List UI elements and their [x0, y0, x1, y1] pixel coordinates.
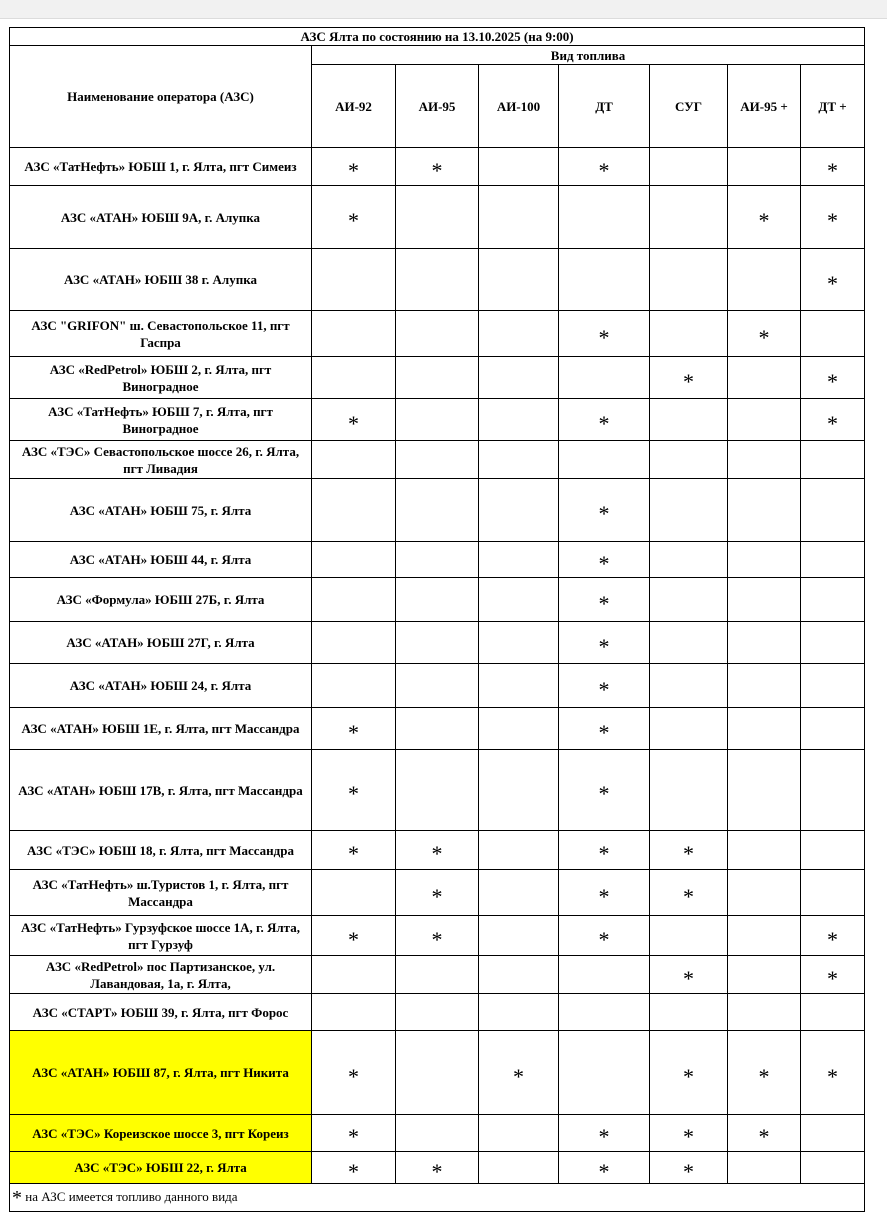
fuel-availability-cell	[728, 479, 801, 542]
fuel-column-header: ДТ +	[801, 65, 865, 148]
fuel-availability-cell	[801, 708, 865, 750]
table-row	[10, 186, 865, 249]
availability-mark: *	[348, 926, 359, 952]
station-name-cell: АЗС «ТатНефть» ЮБШ 7, г. Ялта, пгт Виноградное	[10, 399, 312, 441]
fuel-availability-cell	[479, 186, 559, 249]
fuel-availability-cell	[650, 664, 728, 708]
footnote-text: на АЗС имеется топливо данного вида	[22, 1189, 238, 1204]
fuel-availability-cell	[801, 542, 865, 578]
fuel-availability-cell	[728, 994, 801, 1031]
fuel-availability-cell	[559, 870, 650, 916]
fuel-availability-cell	[728, 249, 801, 311]
fuel-availability-cell	[559, 1115, 650, 1152]
availability-mark: *	[431, 157, 443, 183]
fuel-availability-cell	[312, 578, 396, 622]
fuel-availability-cell	[479, 578, 559, 622]
fuel-group-header: Вид топлива	[312, 46, 865, 65]
availability-mark: *	[348, 719, 359, 745]
fuel-availability-cell	[396, 357, 479, 399]
availability-mark: *	[598, 926, 610, 952]
fuel-availability-cell	[728, 1152, 801, 1184]
station-name-cell: АЗС «ТЭС» Кореизское шоссе 3, пгт Кореиз	[10, 1115, 312, 1152]
table-title: АЗС Ялта по состоянию на 13.10.2025 (на 9:00)	[10, 28, 865, 46]
availability-mark: *	[431, 1158, 443, 1184]
station-name-cell: АЗС «АТАН» ЮБШ 9А, г. Алупка	[10, 186, 312, 249]
station-name-cell: АЗС «ТЭС» ЮБШ 18, г. Ялта, пгт Массандра	[10, 831, 312, 870]
fuel-availability-cell	[396, 664, 479, 708]
fuel-availability-cell	[479, 664, 559, 708]
availability-mark: *	[827, 1063, 839, 1089]
fuel-availability-cell	[728, 578, 801, 622]
fuel-availability-cell	[559, 708, 650, 750]
fuel-availability-cell	[559, 542, 650, 578]
fuel-availability-cell	[396, 1152, 479, 1184]
fuel-availability-cell	[312, 708, 396, 750]
table-row	[10, 542, 865, 578]
availability-mark: *	[431, 926, 443, 952]
fuel-availability-cell	[559, 750, 650, 831]
availability-mark: *	[598, 676, 610, 702]
fuel-availability-cell	[559, 956, 650, 994]
fuel-availability-cell	[312, 311, 396, 357]
fuel-availability-cell	[650, 399, 728, 441]
availability-mark: *	[348, 208, 359, 233]
fuel-availability-cell	[728, 1115, 801, 1152]
fuel-availability-cell	[728, 399, 801, 441]
availability-mark: *	[598, 590, 610, 616]
footnote-mark: *	[12, 1187, 22, 1209]
fuel-availability-cell	[396, 399, 479, 441]
fuel-availability-cell	[559, 441, 650, 479]
fuel-availability-cell	[396, 870, 479, 916]
station-name-cell: АЗС «ТатНефть» Гурзуфское шоссе 1А, г. Ялта, пгт Гурзуф	[10, 916, 312, 956]
availability-mark: *	[513, 1063, 524, 1089]
availability-mark: *	[598, 501, 610, 526]
availability-mark: *	[348, 781, 359, 806]
station-name-cell: АЗС «ТЭС» ЮБШ 22, г. Ялта	[10, 1152, 312, 1184]
fuel-availability-cell	[801, 578, 865, 622]
station-name-cell: АЗС «АТАН» ЮБШ 38 г. Алупка	[10, 249, 312, 311]
fuel-availability-cell	[479, 916, 559, 956]
fuel-availability-cell	[650, 578, 728, 622]
station-name-cell: АЗС «СТАРТ» ЮБШ 39, г. Ялта, пгт Форос	[10, 994, 312, 1031]
fuel-availability-cell	[312, 956, 396, 994]
availability-mark: *	[758, 208, 770, 233]
fuel-availability-cell	[801, 399, 865, 441]
fuel-availability-cell	[559, 831, 650, 870]
fuel-column-header: АИ-95	[396, 65, 479, 148]
fuel-availability-cell	[728, 708, 801, 750]
station-name-cell: АЗС «АТАН» ЮБШ 24, г. Ялта	[10, 664, 312, 708]
availability-mark: *	[827, 157, 839, 183]
fuel-availability-cell	[650, 1031, 728, 1115]
availability-mark: *	[683, 1158, 694, 1184]
availability-mark: *	[683, 841, 694, 866]
fuel-availability-cell	[396, 708, 479, 750]
fuel-availability-cell	[479, 148, 559, 186]
availability-mark: *	[598, 1124, 610, 1149]
fuel-availability-cell	[479, 357, 559, 399]
station-name-cell: АЗС «АТАН» ЮБШ 27Г, г. Ялта	[10, 622, 312, 664]
fuel-availability-cell	[728, 831, 801, 870]
fuel-availability-table	[9, 27, 865, 1212]
fuel-availability-cell	[559, 148, 650, 186]
station-rows	[10, 148, 865, 1184]
fuel-availability-cell	[312, 479, 396, 542]
fuel-availability-cell	[650, 1152, 728, 1184]
fuel-availability-cell	[559, 311, 650, 357]
fuel-availability-cell	[801, 664, 865, 708]
fuel-availability-cell	[312, 916, 396, 956]
table-row	[10, 870, 865, 916]
availability-mark: *	[598, 633, 610, 659]
availability-mark: *	[683, 368, 694, 394]
station-name-cell: АЗС «АТАН» ЮБШ 1Е, г. Ялта, пгт Массандра	[10, 708, 312, 750]
fuel-availability-cell	[312, 1031, 396, 1115]
availability-mark: *	[598, 1158, 610, 1184]
fuel-availability-cell	[650, 357, 728, 399]
fuel-availability-cell	[559, 1152, 650, 1184]
fuel-availability-cell	[559, 249, 650, 311]
table-row	[10, 357, 865, 399]
fuel-column-header: АИ-92	[312, 65, 396, 148]
fuel-availability-cell	[728, 357, 801, 399]
fuel-column-header: АИ-100	[479, 65, 559, 148]
fuel-availability-cell	[728, 186, 801, 249]
fuel-availability-cell	[559, 357, 650, 399]
fuel-availability-cell	[312, 870, 396, 916]
fuel-availability-cell	[801, 311, 865, 357]
fuel-availability-cell	[801, 1115, 865, 1152]
table-row	[10, 831, 865, 870]
fuel-availability-cell	[312, 542, 396, 578]
footnote	[10, 1184, 865, 1212]
fuel-availability-cell	[650, 750, 728, 831]
fuel-availability-cell	[396, 479, 479, 542]
fuel-availability-cell	[801, 916, 865, 956]
fuel-availability-cell	[396, 956, 479, 994]
availability-mark: *	[827, 270, 839, 296]
availability-mark: *	[827, 965, 839, 991]
fuel-availability-cell	[801, 831, 865, 870]
fuel-availability-cell	[396, 441, 479, 479]
fuel-availability-cell	[559, 578, 650, 622]
availability-mark: *	[598, 550, 610, 576]
fuel-availability-cell	[396, 542, 479, 578]
fuel-availability-cell	[801, 357, 865, 399]
availability-mark: *	[683, 965, 694, 991]
fuel-availability-cell	[650, 994, 728, 1031]
station-name-cell: АЗС «АТАН» ЮБШ 87, г. Ялта, пгт Никита	[10, 1031, 312, 1115]
table-row	[10, 916, 865, 956]
fuel-availability-cell	[728, 148, 801, 186]
fuel-availability-cell	[479, 994, 559, 1031]
table-row	[10, 1031, 865, 1115]
fuel-availability-cell	[559, 399, 650, 441]
fuel-availability-cell	[801, 750, 865, 831]
table-row	[10, 148, 865, 186]
fuel-availability-cell	[479, 441, 559, 479]
fuel-availability-cell	[801, 1152, 865, 1184]
fuel-availability-cell	[479, 311, 559, 357]
fuel-availability-cell	[396, 186, 479, 249]
fuel-availability-cell	[312, 249, 396, 311]
table-row	[10, 956, 865, 994]
fuel-availability-cell	[559, 664, 650, 708]
fuel-availability-cell	[479, 831, 559, 870]
availability-mark: *	[683, 1063, 694, 1089]
fuel-availability-cell	[728, 664, 801, 708]
table-row	[10, 578, 865, 622]
fuel-availability-cell	[479, 1152, 559, 1184]
fuel-availability-cell	[479, 870, 559, 916]
fuel-availability-cell	[650, 916, 728, 956]
fuel-availability-cell	[650, 479, 728, 542]
fuel-availability-cell	[801, 870, 865, 916]
fuel-availability-cell	[396, 622, 479, 664]
availability-mark: *	[758, 1063, 770, 1089]
table-row	[10, 441, 865, 479]
availability-mark: *	[827, 368, 839, 394]
availability-mark: *	[683, 883, 694, 909]
fuel-availability-cell	[650, 542, 728, 578]
availability-mark: *	[348, 157, 359, 183]
availability-mark: *	[598, 781, 610, 806]
fuel-availability-cell	[396, 831, 479, 870]
fuel-availability-cell	[396, 750, 479, 831]
fuel-availability-cell	[312, 1115, 396, 1152]
availability-mark: *	[348, 1158, 359, 1184]
station-name-cell: АЗС «RedPetrol» ЮБШ 2, г. Ялта, пгт Виноградное	[10, 357, 312, 399]
fuel-availability-cell	[479, 708, 559, 750]
fuel-availability-cell	[801, 148, 865, 186]
fuel-availability-cell	[312, 441, 396, 479]
fuel-availability-cell	[801, 1031, 865, 1115]
fuel-availability-cell	[650, 622, 728, 664]
fuel-availability-cell	[479, 622, 559, 664]
fuel-availability-cell	[728, 956, 801, 994]
operator-column-header: Наименование оператора (АЗС)	[10, 46, 312, 148]
fuel-availability-cell	[312, 399, 396, 441]
station-name-cell: АЗС «ТЭС» Севастопольское шоссе 26, г. Ялта, пгт Ливадия	[10, 441, 312, 479]
station-name-cell: АЗС «АТАН» ЮБШ 17В, г. Ялта, пгт Массандра	[10, 750, 312, 831]
fuel-availability-cell	[479, 542, 559, 578]
fuel-availability-cell	[312, 186, 396, 249]
fuel-availability-cell	[479, 1115, 559, 1152]
fuel-availability-cell	[650, 831, 728, 870]
station-name-cell: АЗС «Формула» ЮБШ 27Б, г. Ялта	[10, 578, 312, 622]
fuel-availability-cell	[801, 994, 865, 1031]
fuel-availability-cell	[728, 916, 801, 956]
fuel-availability-cell	[479, 479, 559, 542]
availability-mark: *	[431, 883, 443, 909]
availability-mark: *	[598, 883, 610, 909]
fuel-availability-cell	[312, 831, 396, 870]
table-row	[10, 249, 865, 311]
station-name-cell: АЗС «ТатНефть» ЮБШ 1, г. Ялта, пгт Симеиз	[10, 148, 312, 186]
table-row	[10, 311, 865, 357]
fuel-availability-cell	[559, 479, 650, 542]
fuel-column-header: СУГ	[650, 65, 728, 148]
viewer-top-bar	[0, 0, 887, 19]
table-row	[10, 708, 865, 750]
fuel-availability-cell	[396, 578, 479, 622]
station-name-cell: АЗС «RedPetrol» пос Партизанское, ул. Лавандовая, 1а, г. Ялта,	[10, 956, 312, 994]
fuel-availability-cell	[559, 622, 650, 664]
fuel-availability-cell	[650, 708, 728, 750]
availability-mark: *	[598, 719, 610, 745]
fuel-availability-cell	[801, 441, 865, 479]
fuel-availability-cell	[801, 249, 865, 311]
fuel-availability-cell	[801, 622, 865, 664]
availability-mark: *	[758, 324, 770, 350]
station-name-cell: АЗС "GRIFON" ш. Севастопольское 11, пгт Гаспра	[10, 311, 312, 357]
fuel-availability-cell	[312, 994, 396, 1031]
table-row	[10, 622, 865, 664]
fuel-availability-cell	[396, 1115, 479, 1152]
station-name-cell: АЗС «АТАН» ЮБШ 75, г. Ялта	[10, 479, 312, 542]
availability-mark: *	[431, 841, 443, 866]
fuel-availability-cell	[479, 1031, 559, 1115]
availability-mark: *	[827, 208, 839, 233]
fuel-availability-cell	[396, 916, 479, 956]
fuel-availability-cell	[396, 994, 479, 1031]
table-row	[10, 479, 865, 542]
fuel-availability-cell	[559, 1031, 650, 1115]
availability-mark: *	[598, 157, 610, 183]
fuel-availability-cell	[801, 956, 865, 994]
fuel-availability-cell	[650, 870, 728, 916]
table-row	[10, 1115, 865, 1152]
fuel-availability-cell	[312, 622, 396, 664]
availability-mark: *	[348, 841, 359, 866]
fuel-availability-cell	[650, 311, 728, 357]
fuel-availability-cell	[312, 750, 396, 831]
availability-mark: *	[827, 926, 839, 952]
fuel-availability-cell	[312, 1152, 396, 1184]
availability-mark: *	[348, 410, 359, 436]
fuel-availability-cell	[559, 994, 650, 1031]
availability-mark: *	[598, 324, 610, 350]
fuel-availability-cell	[801, 479, 865, 542]
availability-mark: *	[758, 1124, 770, 1149]
fuel-availability-cell	[479, 956, 559, 994]
table-row	[10, 664, 865, 708]
fuel-availability-cell	[396, 249, 479, 311]
availability-mark: *	[827, 410, 839, 436]
table-row	[10, 399, 865, 441]
fuel-availability-cell	[801, 186, 865, 249]
fuel-availability-cell	[650, 441, 728, 479]
fuel-availability-cell	[396, 148, 479, 186]
fuel-availability-cell	[650, 186, 728, 249]
fuel-availability-cell	[728, 542, 801, 578]
fuel-availability-cell	[312, 664, 396, 708]
fuel-column-header: АИ-95 +	[728, 65, 801, 148]
fuel-availability-cell	[728, 870, 801, 916]
fuel-availability-cell	[650, 249, 728, 311]
fuel-availability-cell	[559, 186, 650, 249]
fuel-availability-cell	[728, 750, 801, 831]
fuel-availability-cell	[559, 916, 650, 956]
table-row	[10, 750, 865, 831]
table-row	[10, 994, 865, 1031]
availability-mark: *	[598, 841, 610, 866]
fuel-availability-cell	[728, 311, 801, 357]
fuel-availability-cell	[650, 956, 728, 994]
fuel-availability-cell	[479, 750, 559, 831]
fuel-availability-cell	[728, 622, 801, 664]
fuel-availability-cell	[650, 1115, 728, 1152]
table-row	[10, 1152, 865, 1184]
fuel-availability-cell	[396, 311, 479, 357]
fuel-availability-cell	[479, 399, 559, 441]
fuel-availability-cell	[312, 148, 396, 186]
fuel-availability-cell	[312, 357, 396, 399]
fuel-column-header: ДТ	[559, 65, 650, 148]
fuel-availability-cell	[479, 249, 559, 311]
availability-mark: *	[348, 1124, 359, 1149]
fuel-availability-cell	[728, 441, 801, 479]
fuel-availability-sheet	[9, 27, 864, 1212]
availability-mark: *	[598, 410, 610, 436]
availability-mark: *	[348, 1063, 359, 1089]
fuel-availability-cell	[728, 1031, 801, 1115]
station-name-cell: АЗС «АТАН» ЮБШ 44, г. Ялта	[10, 542, 312, 578]
availability-mark: *	[683, 1124, 694, 1149]
fuel-availability-cell	[396, 1031, 479, 1115]
station-name-cell: АЗС «ТатНефть» ш.Туристов 1, г. Ялта, пгт Массандра	[10, 870, 312, 916]
fuel-availability-cell	[650, 148, 728, 186]
